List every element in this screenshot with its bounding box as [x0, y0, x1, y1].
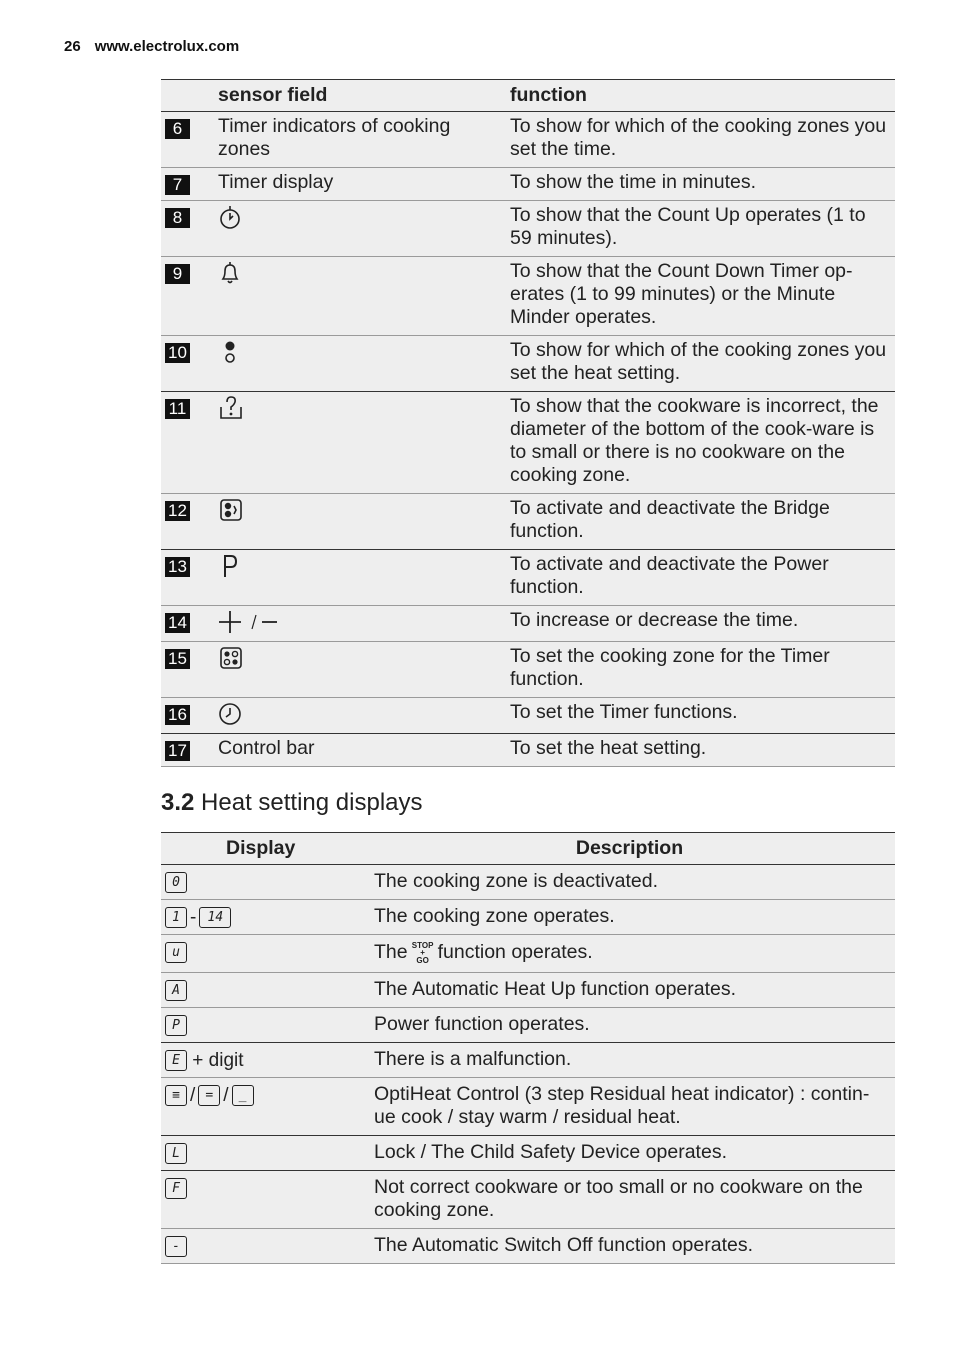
description-text: The cooking zone operates. — [374, 900, 895, 935]
description-text: The cooking zone is deactivated. — [374, 865, 895, 900]
bell-icon — [218, 260, 242, 286]
count-up-icon — [218, 204, 242, 230]
table-row — [161, 201, 895, 257]
section-heading — [161, 789, 423, 817]
description-text: Lock / The Child Safety Device operates. — [374, 1136, 895, 1171]
function-text: To show that the Count Up operates (1 to 59 minutes). — [510, 201, 895, 257]
power-p-icon — [218, 553, 242, 579]
segment-display-icon: = — [198, 1085, 220, 1106]
table-row — [161, 973, 895, 1008]
segment-display-icon: P — [165, 1015, 187, 1036]
table-row — [161, 550, 895, 606]
sensor-field-table — [161, 79, 895, 767]
function-text: To set the heat setting. — [510, 734, 895, 767]
segment-display-icon: 14 — [199, 907, 231, 928]
row-number: 15 — [165, 649, 190, 669]
function-text: To show the time in minutes. — [510, 168, 895, 201]
table-row: 1 - 14 The cooking zone operates. — [161, 900, 895, 935]
table-row — [161, 392, 895, 494]
segment-display-icon: F — [165, 1178, 187, 1199]
sensor-field-label: Timer display — [218, 168, 510, 201]
table-row — [161, 1008, 895, 1043]
table-row — [161, 698, 895, 734]
function-text: To show that the cookware is incorrect, the diameter of the bottom of the cook-ware is to small or there is no cookware on the cooking zone. — [510, 392, 895, 494]
segment-display-icon: A — [165, 980, 187, 1001]
row-number: 13 — [165, 557, 190, 577]
table-row — [161, 606, 895, 642]
col-header-description: Description — [374, 833, 895, 865]
row-number: 6 — [165, 119, 190, 139]
plus-minus-icon — [218, 609, 282, 635]
page-number: 26 — [64, 38, 81, 55]
col-header-function: function — [510, 80, 895, 112]
segment-display-icon: u — [165, 942, 187, 963]
table-row — [161, 494, 895, 550]
bridge-icon — [218, 497, 244, 523]
row-number: 12 — [165, 501, 190, 521]
description-text: Power function operates. — [374, 1008, 895, 1043]
function-text: To set the Timer functions. — [510, 698, 895, 734]
page-header — [64, 38, 253, 55]
function-text: To activate and deactivate the Bridge function. — [510, 494, 895, 550]
segment-display-icon: - — [165, 1236, 187, 1257]
table-row — [161, 1043, 895, 1078]
heat-setting-zone-icon — [218, 339, 242, 365]
display-suffix: + digit — [192, 1050, 244, 1071]
description-text: The Automatic Heat Up function operates. — [374, 973, 895, 1008]
segment-display-icon: L — [165, 1143, 187, 1164]
table-row — [161, 1136, 895, 1171]
table-row — [161, 642, 895, 698]
description-text: The Automatic Switch Off function operates. — [374, 1229, 895, 1264]
row-number: 16 — [165, 705, 190, 725]
timer-zone-icon — [218, 645, 244, 671]
section-title: Heat setting displays — [201, 789, 423, 816]
table-row — [161, 336, 895, 392]
description-text: Not correct cookware or too small or no cookware on the cooking zone. — [374, 1171, 895, 1229]
segment-display-icon: 1 — [165, 907, 187, 928]
row-number: 17 — [165, 741, 190, 761]
table-row — [161, 1229, 895, 1264]
segment-display-icon: ≡ — [165, 1085, 187, 1106]
stop-go-icon: STOP + GO — [411, 941, 434, 965]
row-number: 8 — [165, 208, 190, 228]
function-text: To activate and deactivate the Power function. — [510, 550, 895, 606]
clock-icon — [218, 701, 242, 727]
table-row — [161, 1171, 895, 1229]
description-text: The STOP + GO function operates. — [374, 935, 895, 973]
row-number: 9 — [165, 264, 190, 284]
table-row — [161, 734, 895, 767]
segment-display-icon: E — [165, 1050, 187, 1071]
col-header-display: Display — [161, 833, 374, 865]
table-row: ≡ / = / _ OptiHeat Control (3 step Residual heat indicator) : contin-ue cook / stay warm / residual heat. — [161, 1078, 895, 1136]
row-number: 14 — [165, 613, 190, 633]
segment-display-icon: 0 — [165, 872, 187, 893]
section-number: 3.2 — [161, 789, 195, 816]
table-row — [161, 112, 895, 168]
sensor-field-label: Timer indicators of cooking zones — [218, 112, 510, 168]
description-text: There is a malfunction. — [374, 1043, 895, 1078]
col-header-sensor-field: sensor field — [218, 80, 510, 112]
row-number: 11 — [165, 399, 190, 419]
table-row — [161, 168, 895, 201]
function-text: To set the cooking zone for the Timer function. — [510, 642, 895, 698]
table-row — [161, 935, 895, 973]
function-text: To show for which of the cooking zones you set the time. — [510, 112, 895, 168]
function-text: To show for which of the cooking zones you set the heat setting. — [510, 336, 895, 392]
function-text: To show that the Count Down Timer op-erates (1 to 99 minutes) or the Minute Minder operates. — [510, 257, 895, 336]
site-url: www.electrolux.com — [94, 38, 240, 55]
table-row — [161, 257, 895, 336]
row-number: 10 — [165, 343, 190, 363]
sensor-field-label: Control bar — [218, 734, 510, 767]
row-number: 7 — [165, 175, 190, 195]
cookware-question-icon — [218, 395, 244, 421]
function-text: To increase or decrease the time. — [510, 606, 895, 642]
segment-display-icon: _ — [232, 1085, 254, 1106]
heat-setting-displays-table — [161, 832, 895, 1264]
table-row — [161, 865, 895, 900]
description-text: OptiHeat Control (3 step Residual heat indicator) : contin-ue cook / stay warm / residual heat. — [374, 1078, 895, 1136]
